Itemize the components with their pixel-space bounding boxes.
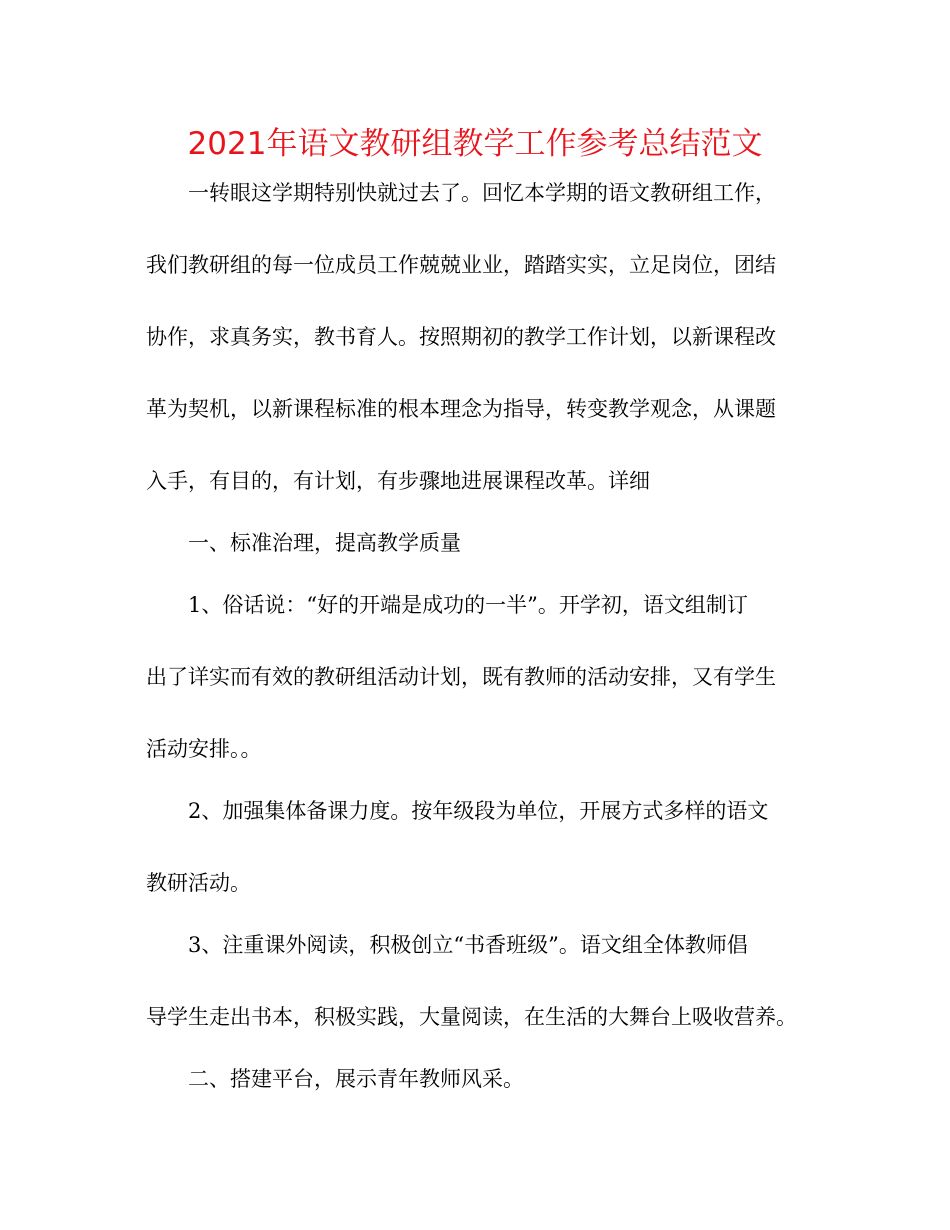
paragraph-line: 教研活动。	[146, 871, 251, 895]
paragraph-line: 一转眼这学期特别快就过去了。回忆本学期的语文教研组工作，	[188, 181, 776, 205]
section-heading: 一、标准治理，提高教学质量	[188, 531, 461, 555]
section-heading: 二、搭建平台，展示青年教师风采。	[188, 1067, 524, 1091]
paragraph-line: 我们教研组的每一位成员工作兢兢业业，踏踏实实，立足岗位，团结	[146, 253, 776, 277]
paragraph-line: 出了详实而有效的教研组活动计划，既有教师的活动安排，又有学生	[146, 665, 776, 689]
paragraph-line: 活动安排。。	[146, 737, 262, 761]
paragraph-line: 3、注重课外阅读，积极创立“书香班级”。语文组全体教师倡	[188, 933, 748, 957]
paragraph-line: 1、俗话说：“好的开端是成功的一半”。开学初，语文组制订	[188, 593, 748, 617]
paragraph-line: 协作，求真务实，教书育人。按照期初的教学工作计划，以新课程改	[146, 325, 776, 349]
paragraph-line: 革为契机，以新课程标准的根本理念为指导，转变教学观念，从课题	[146, 397, 776, 421]
paragraph-line: 导学生走出书本，积极实践，大量阅读，在生活的大舞台上吸收营养。	[146, 1005, 797, 1029]
paragraph-line: 入手，有目的，有计划，有步骤地进展课程改革。详细	[146, 469, 650, 493]
document-title: 2021年语文教研组教学工作参考总结范文	[187, 126, 763, 162]
paragraph-line: 2、加强集体备课力度。按年级段为单位，开展方式多样的语文	[188, 799, 769, 823]
